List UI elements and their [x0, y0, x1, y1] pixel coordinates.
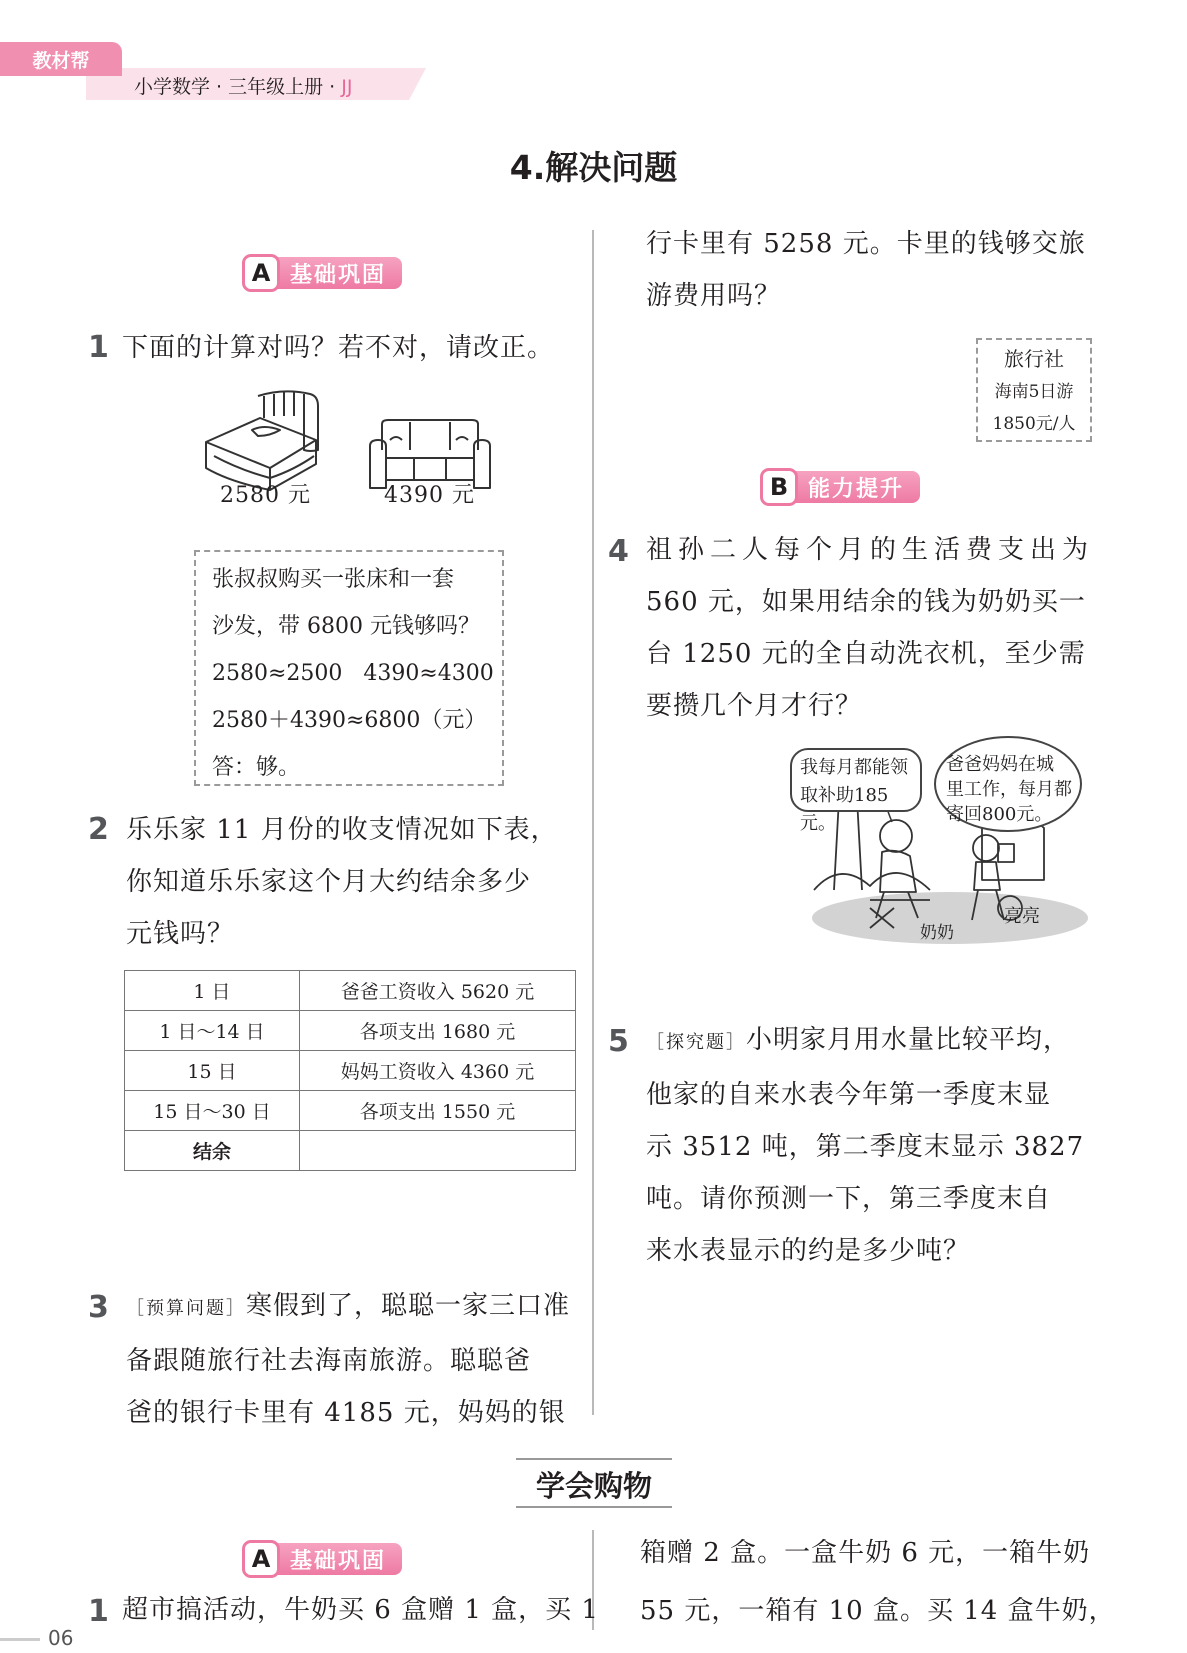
q2-text: [126, 804, 558, 960]
section-a-letter: A: [242, 254, 280, 292]
q1-text: 下面的计算对吗？若不对，请改正。: [122, 333, 555, 363]
bed-price: 2580 元: [220, 483, 311, 508]
q5-line: 小明家月用水量比较平均，: [746, 1025, 1071, 1055]
shopping-section-a-label: 基础巩固: [274, 1543, 402, 1575]
q5-line: 吨。请你预测一下，第三季度末自: [646, 1184, 1052, 1214]
column-divider: [592, 230, 594, 1415]
q3-number: 3: [88, 1290, 109, 1325]
q4-text: [646, 524, 1094, 732]
q1-box-line: 答：够。: [212, 755, 301, 780]
header-edition: JJ: [341, 76, 353, 98]
table-cell: 爸爸工资收入 5620 元: [300, 971, 576, 1011]
section-a-badge: [242, 254, 402, 292]
q4-line: 560 元，如果用结余的钱为奶奶买一: [646, 587, 1086, 617]
table-cell: 1 日: [125, 971, 300, 1011]
section-b-label: 能力提升: [792, 471, 920, 503]
table-row: [125, 971, 576, 1011]
q3-line: 游费用吗？: [646, 281, 782, 311]
q5-line: 他家的自来水表今年第一季度末显: [646, 1080, 1052, 1110]
q2-line: 乐乐家 11 月份的收支情况如下表，: [126, 815, 558, 845]
q4-line: 台 1250 元的全自动洗衣机，至少需: [646, 639, 1086, 669]
q3-tag: ［预算问题］: [126, 1298, 246, 1319]
q3-line: 备跟随旅行社去海南旅游。聪聪爸: [126, 1346, 532, 1376]
income-expense-table: [124, 970, 576, 1171]
bubble-line: 寄回800元。: [946, 804, 1053, 825]
q2-line: 元钱吗？: [126, 919, 235, 949]
q4-line: 要攒几个月才行？: [646, 691, 863, 721]
table-cell: 结余: [125, 1131, 300, 1171]
footer-rule: [0, 1638, 40, 1641]
q5-line: 来水表显示的约是多少吨？: [646, 1236, 971, 1266]
bubble-line: 我每月都能领: [800, 757, 908, 778]
shopping-line: 55 元，一箱有 10 盒。买 14 盒牛奶，: [640, 1596, 1116, 1626]
table-row: [125, 1011, 576, 1051]
table-cell: 1 日～14 日: [125, 1011, 300, 1051]
table-cell: 各项支出 1550 元: [300, 1091, 576, 1131]
q4-number: 4: [608, 534, 629, 569]
q1-box-line: 2580＋4390≈6800（元）: [212, 708, 487, 733]
table-cell: 各项支出 1680 元: [300, 1011, 576, 1051]
q1-number: 1: [88, 330, 109, 365]
q1-solution-box: [194, 550, 504, 786]
q4-line: 祖孙二人每个月的生活费支出为: [646, 535, 1095, 565]
q5-text: [646, 1014, 1084, 1277]
header-subtitle-text: 小学数学 · 三年级上册 ·: [134, 76, 342, 98]
q5-number: 5: [608, 1024, 629, 1059]
shopping-section-a-letter: A: [242, 1540, 280, 1578]
q1-box-line: 沙发，带 6800 元钱够吗？: [212, 614, 480, 639]
grandma-name: 奶奶: [920, 923, 954, 943]
shopping-q1-number: 1: [88, 1594, 109, 1629]
table-row: [125, 1051, 576, 1091]
table-cell: [300, 1131, 576, 1171]
q1-box-line: 张叔叔购买一张床和一套: [212, 567, 455, 592]
shopping-q1-text: 超市搞活动，牛奶买 6 盒赠 1 盒，买 1: [122, 1595, 599, 1625]
table-cell: 妈妈工资收入 4360 元: [300, 1051, 576, 1091]
table-cell: 15 日～30 日: [125, 1091, 300, 1131]
table-cell: 15 日: [125, 1051, 300, 1091]
q5-line: 示 3512 吨，第二季度末显示 3827: [646, 1132, 1085, 1162]
shopping-q1-continued: [640, 1524, 1116, 1640]
header-subtitle: [134, 72, 352, 99]
q3-line: 寒假到了，聪聪一家三口准: [246, 1291, 571, 1321]
bubble-line: 里工作，每月都: [946, 779, 1072, 800]
boy-name: 亮亮: [1004, 906, 1040, 927]
section-b-letter: B: [760, 468, 798, 506]
q3-line: 行卡里有 5258 元。卡里的钱够交旅: [646, 229, 1086, 259]
section-b-badge: [760, 468, 920, 506]
q5-tag: ［探究题］: [646, 1032, 746, 1053]
bubble-line: 爸爸妈妈在城: [946, 754, 1054, 775]
q2-line: 你知道乐乐家这个月大约结余多少: [126, 867, 532, 897]
page-title: 4.解决问题: [509, 148, 678, 187]
sign-title: 旅行社: [1004, 347, 1064, 371]
q1-box-line: 2580≈2500 4390≈4300: [212, 661, 494, 686]
q2-number: 2: [88, 812, 109, 847]
shopping-line: 箱赠 2 盒。一盒牛奶 6 元，一箱牛奶: [640, 1538, 1091, 1568]
section-a-label: 基础巩固: [274, 257, 402, 289]
grandma-speech-bubble: [790, 748, 922, 834]
bubble-line: 取补助185元。: [800, 785, 889, 834]
brand-tab: 教材帮: [0, 42, 122, 76]
boy-speech-bubble: [934, 736, 1082, 832]
sofa-price: 4390 元: [384, 483, 475, 508]
sign-line: 1850元/人: [992, 414, 1076, 434]
q3-line: 爸的银行卡里有 4185 元，妈妈的银: [126, 1398, 566, 1428]
table-row: [125, 1091, 576, 1131]
travel-agency-sign: [976, 338, 1092, 442]
q3-continued: [646, 218, 1086, 322]
shopping-section-a-badge: [242, 1540, 402, 1578]
sign-line: 海南5日游: [994, 382, 1074, 402]
page-number: 06: [48, 1626, 74, 1650]
shopping-title: 学会购物: [535, 1469, 652, 1503]
table-row: [125, 1131, 576, 1171]
q3-text: [126, 1280, 570, 1439]
